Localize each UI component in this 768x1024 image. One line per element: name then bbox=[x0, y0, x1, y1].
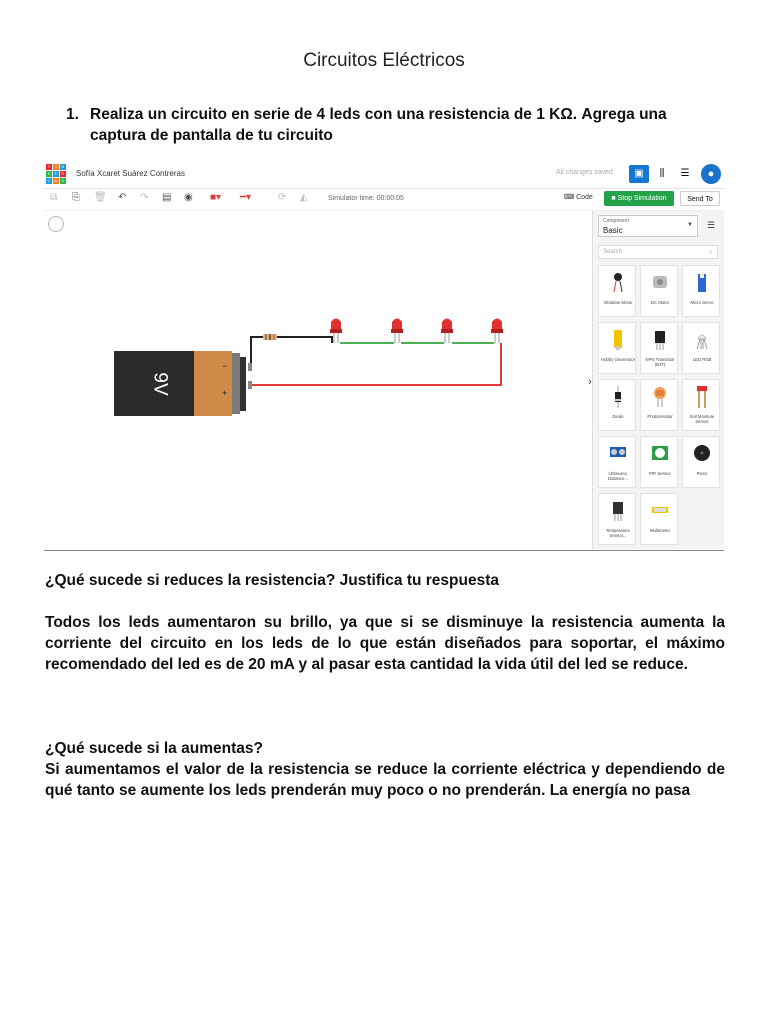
circuit-view-button[interactable] bbox=[629, 165, 649, 183]
component-list-button[interactable] bbox=[652, 165, 672, 183]
component-tile[interactable] bbox=[682, 436, 720, 488]
question-3: ¿Qué sucede si la aumentas? bbox=[45, 740, 263, 757]
wire-black bbox=[251, 337, 264, 365]
battery-9v bbox=[114, 351, 252, 416]
simulator-time: Simulator time: 00:00:05 bbox=[328, 195, 404, 202]
component-tile[interactable] bbox=[598, 322, 636, 374]
component-label: Component bbox=[603, 218, 629, 224]
rotate-icon[interactable]: ⟳ bbox=[278, 192, 287, 203]
answer-2: Todos los leds aumentaron su brillo, ya que si se disminuye la resistencia aumenta la corriente del circuito en los leds de lo que están diseñados para soportar, el máximo recomendado del led es de 20 mA y al pasar esta cantidad la vida útil del led se reduce. bbox=[45, 614, 725, 673]
editor-toolbar bbox=[44, 188, 724, 211]
question-1-text: Realiza un circuito en serie de 4 leds con una resistencia de 1 KΩ. Agrega una captura de pantalla de tu circuito bbox=[90, 106, 667, 144]
component-tile[interactable] bbox=[598, 493, 636, 545]
logo-letter: C bbox=[47, 178, 51, 183]
component-icon: ⫼ bbox=[659, 168, 665, 179]
component-tile[interactable] bbox=[640, 493, 678, 545]
delete-icon[interactable]: 🗑 bbox=[94, 192, 107, 203]
logo-letter: A bbox=[54, 178, 58, 183]
led bbox=[441, 319, 453, 344]
circuit-drawing bbox=[44, 211, 592, 549]
wire-black bbox=[277, 337, 332, 343]
stop-simulation-button[interactable] bbox=[604, 191, 674, 206]
component-name: PIR Sensor bbox=[649, 471, 671, 476]
paste-icon[interactable]: ⎘ bbox=[72, 192, 80, 203]
component-name: Ultrasonic Distance... bbox=[607, 471, 629, 481]
logo-letter: R bbox=[61, 171, 65, 176]
search-placeholder: Search bbox=[603, 249, 623, 255]
battery-plus: + bbox=[222, 388, 228, 398]
pir-icon bbox=[652, 443, 668, 465]
list-view-icon[interactable]: ☰ bbox=[707, 220, 716, 230]
component-tile[interactable] bbox=[682, 322, 720, 374]
logo-letter: T bbox=[47, 164, 51, 169]
tinkercad-logo[interactable] bbox=[46, 164, 66, 184]
copy-icon[interactable]: ⧉ bbox=[50, 192, 58, 203]
battery-label: 9V bbox=[149, 372, 171, 396]
led bbox=[391, 319, 403, 344]
question-1-number: 1. bbox=[66, 106, 79, 123]
code-button[interactable] bbox=[564, 193, 593, 201]
component-tile[interactable] bbox=[598, 265, 636, 317]
chevron-down-icon: ▼ bbox=[687, 222, 693, 228]
component-tile[interactable] bbox=[598, 436, 636, 488]
circuit-canvas[interactable] bbox=[44, 211, 592, 549]
component-tile[interactable] bbox=[682, 379, 720, 431]
gearmotor-icon bbox=[610, 329, 626, 351]
redo-icon[interactable]: ↷ bbox=[140, 192, 149, 203]
transistor-icon bbox=[652, 329, 668, 351]
component-tile[interactable] bbox=[682, 265, 720, 317]
component-tile[interactable] bbox=[640, 379, 678, 431]
ultrasonic-icon bbox=[603, 443, 633, 465]
component-name: Vibration Motor bbox=[603, 300, 633, 305]
logo-letter: D bbox=[61, 178, 65, 183]
component-name: Hobby Gearmotor bbox=[600, 357, 636, 362]
battery-minus: − bbox=[222, 361, 228, 371]
undo-icon[interactable]: ↶ bbox=[118, 192, 127, 203]
app-header bbox=[44, 160, 724, 189]
tinkercad-screenshot bbox=[44, 160, 724, 551]
logo-letter: E bbox=[54, 171, 58, 176]
component-tile[interactable] bbox=[640, 265, 678, 317]
components-panel bbox=[588, 211, 724, 549]
component-tile[interactable] bbox=[640, 436, 678, 488]
logo-letter: I bbox=[53, 164, 59, 170]
question-1 bbox=[66, 104, 726, 146]
multimeter-icon bbox=[647, 500, 673, 522]
list-icon: ☰ bbox=[680, 168, 690, 179]
component-tile[interactable] bbox=[640, 322, 678, 374]
schematic-button[interactable] bbox=[675, 165, 695, 183]
temperature-icon bbox=[610, 500, 626, 522]
question-2: ¿Qué sucede si reduces la resistencia? Justifica tu respuesta bbox=[45, 572, 499, 589]
micro-servo-icon bbox=[694, 272, 710, 294]
led bbox=[491, 319, 503, 344]
document-title: Circuitos Eléctricos bbox=[303, 50, 465, 71]
user-avatar[interactable] bbox=[701, 164, 721, 184]
led-rgb-icon bbox=[694, 329, 710, 351]
component-name: LED RGB bbox=[692, 357, 712, 362]
logo-letter: N bbox=[61, 164, 65, 169]
component-category-select[interactable] bbox=[598, 215, 698, 237]
design-author[interactable]: Sofía Xcaret Suárez Contreras bbox=[76, 169, 185, 178]
soil-sensor-icon bbox=[694, 386, 710, 408]
code-icon: ⌨ bbox=[564, 194, 577, 201]
component-name: NPN Transistor (BJT) bbox=[645, 357, 675, 367]
wire-red bbox=[252, 343, 501, 385]
panel-collapse-chevron-icon[interactable]: › bbox=[588, 376, 592, 388]
logo-letter: K bbox=[47, 171, 51, 176]
save-status: All changes saved bbox=[556, 169, 613, 176]
diode-icon bbox=[610, 386, 626, 408]
component-name: DC Motor bbox=[650, 300, 670, 305]
color-picker-icon[interactable]: ■▾ bbox=[210, 192, 222, 203]
component-name: Soil Moisture Sensor bbox=[689, 414, 715, 424]
component-name: Multimeter bbox=[649, 528, 671, 533]
component-tile[interactable] bbox=[598, 379, 636, 431]
component-name: Photoresistor bbox=[647, 414, 673, 419]
answer-3: Si aumentamos el valor de la resistencia se reduce la corriente eléctrica y dependiendo de qué tanto se aumente los leds prenderán muy poco o no prenderán. La energía no pasa bbox=[45, 761, 725, 799]
component-name: Piezo bbox=[696, 471, 708, 476]
flip-icon[interactable]: ◭ bbox=[300, 192, 308, 203]
component-search-input[interactable] bbox=[598, 245, 718, 259]
user-icon: ● bbox=[707, 168, 715, 180]
search-icon: ⌕ bbox=[708, 247, 713, 256]
dc-motor-icon bbox=[652, 272, 668, 294]
code-label: Code bbox=[576, 194, 593, 201]
component-value: Basic bbox=[603, 226, 623, 235]
chip-icon: ▣ bbox=[634, 168, 644, 179]
stop-label: Stop Simulation bbox=[617, 195, 667, 202]
photoresistor-icon bbox=[652, 386, 668, 408]
stop-icon: ■ bbox=[611, 195, 618, 202]
send-to-button[interactable]: Send To bbox=[680, 191, 720, 206]
piezo-icon bbox=[694, 443, 710, 465]
component-name: Diode bbox=[612, 414, 624, 419]
component-name: Micro Servo bbox=[690, 300, 714, 305]
component-name: Temperature Sensor... bbox=[605, 528, 631, 538]
vibration-motor-icon bbox=[610, 272, 626, 294]
view-icon[interactable]: ◉ bbox=[184, 192, 193, 203]
notes-icon[interactable]: ▤ bbox=[162, 192, 172, 203]
wire-type-icon[interactable]: ━▾ bbox=[240, 192, 252, 203]
